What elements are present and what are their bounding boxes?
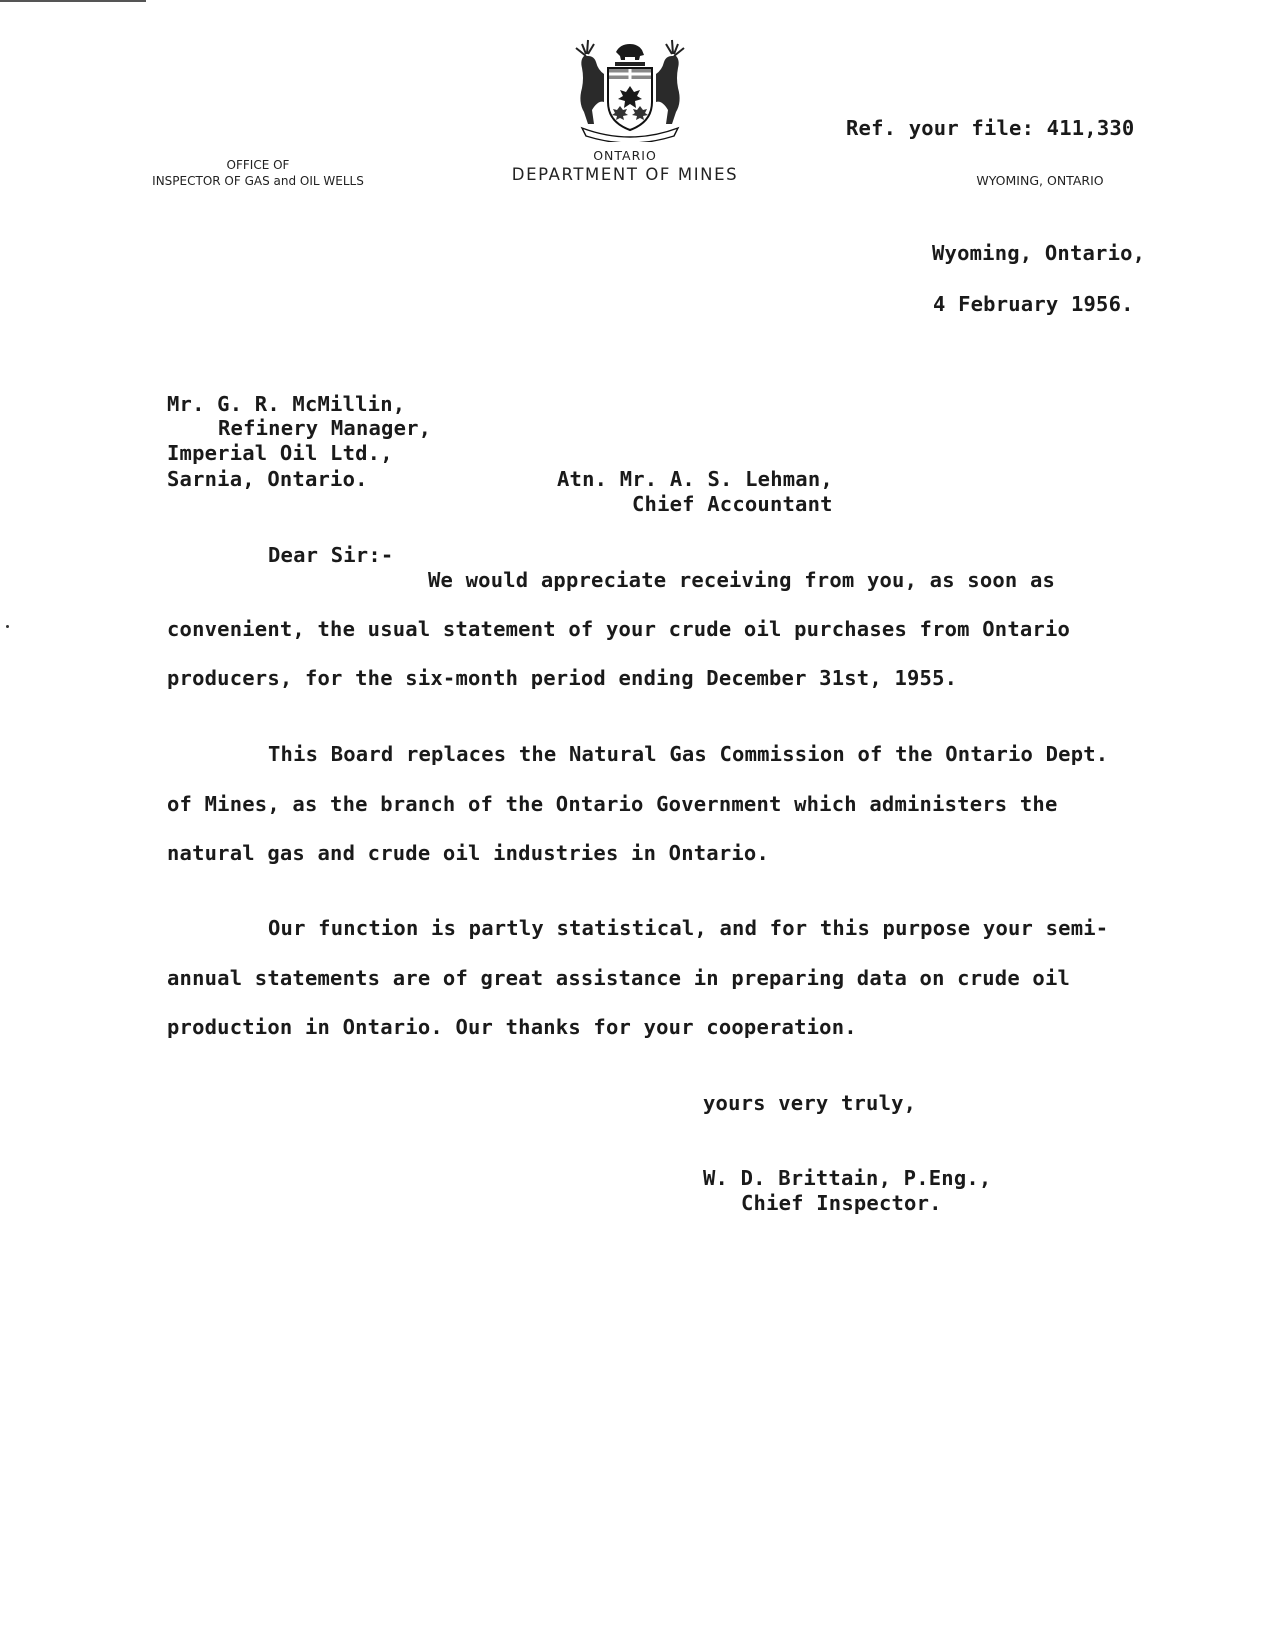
salutation: Dear Sir:- bbox=[268, 543, 394, 567]
body-paragraph-1-line-2: convenient, the usual statement of your crude oil purchases from Ontario bbox=[167, 617, 1071, 641]
attention-title: Chief Accountant bbox=[632, 492, 833, 516]
scan-speck bbox=[6, 625, 9, 628]
office-block bbox=[143, 157, 373, 189]
office-line-2: INSPECTOR OF GAS and OIL WELLS bbox=[152, 174, 364, 188]
letterhead-place: WYOMING, ONTARIO bbox=[976, 173, 1104, 188]
file-reference: Ref. your file: 411,330 bbox=[846, 116, 1135, 140]
signer-name: W. D. Brittain, P.Eng., bbox=[703, 1166, 992, 1190]
scan-edge-rule bbox=[0, 0, 146, 2]
department-name: DEPARTMENT OF MINES bbox=[511, 165, 739, 184]
body-paragraph-3-line-2: annual statements are of great assistance in preparing data on crude oil bbox=[167, 966, 1071, 990]
department-province: ONTARIO bbox=[593, 148, 657, 163]
office-line-1: OFFICE OF bbox=[226, 158, 290, 172]
body-paragraph-3-line-1: Our function is partly statistical, and for this purpose your semi- bbox=[268, 916, 1109, 940]
body-paragraph-2-line-2: of Mines, as the branch of the Ontario Government which administers the bbox=[167, 792, 1058, 816]
attention-name: Atn. Mr. A. S. Lehman, bbox=[557, 467, 833, 491]
ontario-coat-of-arms-icon bbox=[568, 38, 692, 142]
body-paragraph-2-line-1: This Board replaces the Natural Gas Commission of the Ontario Dept. bbox=[268, 742, 1109, 766]
body-paragraph-1-line-1: We would appreciate receiving from you, as soon as bbox=[428, 568, 1056, 592]
recipient-city: Sarnia, Ontario. bbox=[167, 467, 368, 491]
body-paragraph-3-line-3: production in Ontario. Our thanks for your cooperation. bbox=[167, 1015, 857, 1039]
dateline-place: Wyoming, Ontario, bbox=[932, 241, 1146, 265]
recipient-name: Mr. G. R. McMillin, bbox=[167, 392, 406, 416]
signer-title: Chief Inspector. bbox=[741, 1191, 942, 1215]
valediction: yours very truly, bbox=[703, 1091, 917, 1115]
recipient-company: Imperial Oil Ltd., bbox=[167, 441, 393, 465]
body-paragraph-1-line-3: producers, for the six-month period ending December 31st, 1955. bbox=[167, 666, 958, 690]
dateline-date: 4 February 1956. bbox=[933, 292, 1134, 316]
department-block bbox=[470, 148, 780, 186]
body-paragraph-2-line-3: natural gas and crude oil industries in Ontario. bbox=[167, 841, 770, 865]
recipient-title: Refinery Manager, bbox=[218, 416, 432, 440]
